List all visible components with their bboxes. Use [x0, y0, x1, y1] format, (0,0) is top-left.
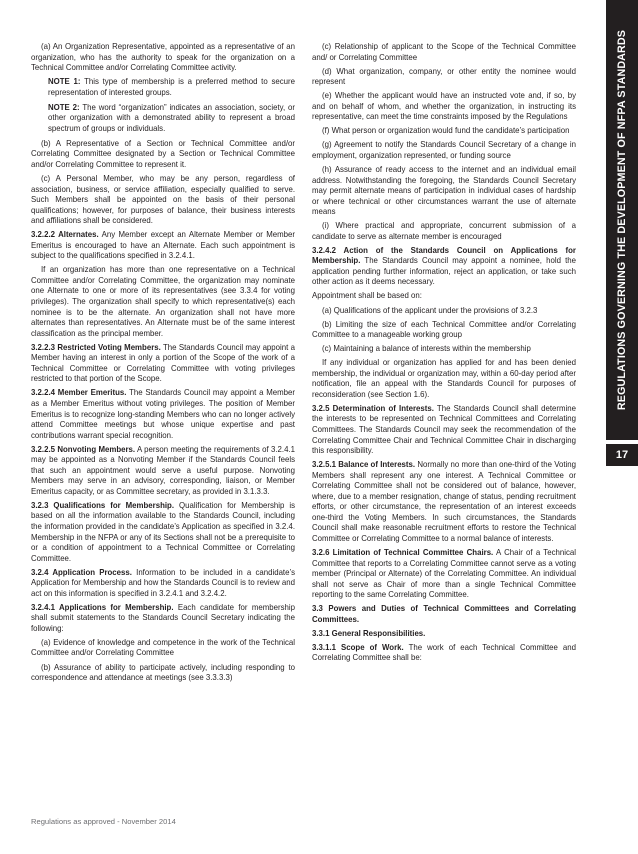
- section-text: The work of each Technical Committee and Correlating Committee shall be:: [312, 642, 576, 663]
- section-heading: 3.2.6 Limitation of Technical Committee Chairs.: [312, 548, 494, 558]
- section-text: The Standards Council may appoint a nominee, hold the application pending further information, reject an application, or take such other action as it deems necessary.: [312, 256, 576, 287]
- paragraph: (d) What organization, company, or other entity the nominee would represent: [312, 66, 576, 87]
- section-paragraph: [31, 230, 295, 262]
- section-heading: 3.2.4.2 Action of the Standards Council on Applications for Membership.: [312, 245, 576, 266]
- section-heading: 3.2.4 Application Process.: [31, 567, 132, 577]
- note-heading: NOTE 1:: [48, 77, 81, 87]
- paragraph: (g) Agreement to notify the Standards Council Secretary of a change in employment, organization represented, or funding source: [312, 140, 576, 160]
- section-paragraph: [312, 404, 576, 457]
- note-text: The word “organization” indicates an association, society, or other organization with a demonstrated ability to represent a broad spectrum of groups or individuals.: [48, 102, 295, 133]
- section-text: The Standards Council shall determine the interests to be represented on Technical Committees and Correlating Committees. The Standards Council may seek the recommendation of the Correlating Committee Chair and Technical Committee Chair in discharging this responsibility.: [312, 403, 576, 456]
- note-paragraph: [31, 77, 295, 98]
- paragraph: If any individual or organization has applied for and has been denied membership, the individual or organization may, within a 60-day period after notification, file an appeal with the Standards Council for purposes of reconsideration (see Section 1.6).: [312, 358, 576, 399]
- section-text: Qualification for Membership is based on all the information available to the Standards Council, including the information provided in the candidate’s Application as specified in 3.2.4. Membership in the NFPA or any of its Sections shall not be a prerequisite to or a condition of appointment to a Technical Committee or Correlating Committee.: [31, 500, 296, 563]
- section-paragraph: [312, 604, 576, 625]
- page-footer: Regulations as approved - November 2014: [31, 817, 176, 826]
- paragraph: (b) A Representative of a Section or Technical Committee and/or Correlating Committee designated by a Section or Technical Committee and/or Correlating Committee to represent it.: [31, 138, 295, 169]
- section-text: The Standards Council may appoint a Member having an interest in only a portion of the Scope of the work of a Technical Committee or Correlating Committee with voting privileges restricted to that portion of the Scope.: [31, 342, 296, 384]
- section-paragraph: [312, 548, 576, 601]
- paragraph: (h) Assurance of ready access to the internet and an individual email address. Notwithstanding the foregoing, the Standards Council Secretary may permit alternate means of participation in individual cases of hardship or where technical or other circumstances warrant the use of alternate means: [312, 164, 576, 217]
- right-column: [312, 42, 576, 667]
- section-paragraph: [31, 445, 295, 498]
- section-text: Any Member except an Alternate Member or Member Emeritus is encouraged to have an Alternate. Each such appointment is subject to the qualifications specified in 3.2.4.1.: [31, 230, 295, 261]
- sidebar-band: [606, 0, 638, 440]
- paragraph: (a) Qualifications of the applicant under the provisions of 3.2.3: [322, 305, 538, 315]
- section-heading: 3.2.5.1 Balance of Interests.: [312, 460, 416, 470]
- section-paragraph: [312, 460, 576, 544]
- section-heading: 3.3.1.1 Scope of Work.: [312, 642, 404, 652]
- paragraph: (c) Maintaining a balance of interests within the membership: [322, 344, 531, 354]
- section-paragraph: [31, 388, 295, 441]
- paragraph: (b) Limiting the size of each Technical Committee and/or Correlating Committee to a manageable working group: [312, 319, 576, 340]
- section-paragraph: [31, 501, 295, 564]
- paragraph: Appointment shall be based on:: [312, 291, 422, 301]
- sidebar-title: REGULATIONS GOVERNING THE DEVELOPMENT OF NFPA STANDARDS: [616, 29, 628, 411]
- section-heading: 3.3.1 General Responsibilities.: [312, 628, 426, 638]
- section-heading: 3.3 Powers and Duties of Technical Committees and Correlating Committees.: [312, 604, 576, 624]
- section-paragraph: [312, 246, 576, 288]
- section-text: Each candidate for membership shall submit statements to the Standards Council Secretary indicating the following:: [31, 602, 295, 633]
- section-text: Information to be included in a candidate’s Application for Membership and how the Standards Council is to review and act on this information is specified in 3.2.4.1 and 3.2.4.2.: [31, 567, 295, 598]
- note-paragraph: [31, 103, 295, 135]
- left-column: [31, 42, 295, 687]
- section-text: The Standards Council may appoint a Member as a Member Emeritus without voting privileges. The position of Member Emeritus is to recognize long-standing Members who can no longer actively attend Committee meetings but whose unique expertise and past contributions warrant special recognition.: [31, 388, 295, 440]
- section-heading: 3.2.2.5 Nonvoting Members.: [31, 444, 136, 454]
- note-heading: NOTE 2:: [48, 102, 80, 112]
- chapter-sidebar: [606, 0, 638, 854]
- paragraph: (e) Whether the applicant would have an instructed vote and, if so, by and on behalf of whom, and whether the organization, in instructing its representative, can meet the time constraints imposed by the Regulations: [312, 91, 576, 122]
- section-text: A person meeting the requirements of 3.2.4.1 may be appointed as a Nonvoting Member if the Standards Council feels that such an appointment would serve a useful purpose. Nonvoting Members may serve in an advisory, corresponding, liaison, or Member Emeritus capacity, or as Committee secretary, as provided in 3.1.3.3.: [31, 444, 296, 496]
- section-paragraph: [312, 629, 576, 640]
- section-paragraph: [31, 343, 295, 385]
- section-paragraph: [31, 568, 295, 600]
- page-number: 17: [606, 444, 638, 466]
- paragraph: (b) Assurance of ability to participate actively, including responding to correspondence and attendance at meetings (see 3.3.3.3): [31, 662, 295, 683]
- paragraph: (c) Relationship of applicant to the Scope of the Technical Committee and/ or Correlating Committee: [312, 42, 576, 62]
- section-heading: 3.2.2.3 Restricted Voting Members.: [31, 342, 161, 352]
- paragraph: If an organization has more than one representative on a Technical Committee and/or Correlating Committee, the organization may nominate one Alternate to one or more of its representatives (see 3.3.4 for voting privileges). The organization shall specify to which representative(s) each nominee is to be the alternate. An organization shall not have more alternates than representatives. An Alternate must be of the same interest classification as the principal member.: [31, 265, 295, 338]
- paragraph: (f) What person or organization would fund the candidate’s participation: [322, 126, 570, 136]
- note-text: This type of membership is a preferred method to secure representation of interested groups.: [48, 77, 295, 97]
- paragraph: (i) Where practical and appropriate, concurrent submission of a candidate to serve as alternate member is encouraged: [312, 221, 576, 241]
- section-heading: 3.2.4.1 Applications for Membership.: [31, 602, 174, 612]
- section-heading: 3.2.2.4 Member Emeritus.: [31, 388, 127, 398]
- section-text: Normally no more than one-third of the Voting Members shall represent any one interest. A Technical Committee or Correlating Committee shall not be considered out of balance, however, where, due to a member resignation, change of status, pending recruitment efforts, or other circumstance, the representation of an interest exceeds one-third the Voting Members. In such circumstances, the Standards Council shall make reasonable recruitment efforts to restore the Technical Committee or Correlating Committee to a normal balance of interests.: [312, 460, 577, 543]
- section-text: A Chair of a Technical Committee that reports to a Correlating Committee cannot serve as a voting member (Principal or Alternate) of the Correlating Committee. An individual shall not serve as Chair of more than a single Technical Committee reporting to the same Correlating Committee.: [312, 548, 576, 600]
- paragraph: (c) A Personal Member, who may be any person, regardless of association, business, or service affiliation, especially qualified to serve. Such Members shall be appointed on the basis of their personal qualifications; however, for purposes of balance, their business interests and affiliations shall be considered.: [31, 174, 295, 226]
- section-heading: 3.2.3 Qualifications for Membership.: [31, 500, 175, 510]
- section-paragraph: [31, 603, 295, 635]
- paragraph: (a) Evidence of knowledge and competence in the work of the Technical Committee and/or Correlating Committee: [31, 637, 295, 658]
- paragraph: (a) An Organization Representative, appointed as a representative of an organization, who has the authority to speak for the organization on a Technical Committee and/or Correlating Committee activity.: [31, 42, 295, 73]
- section-paragraph: [312, 643, 576, 664]
- section-heading: 3.2.2.2 Alternates.: [31, 230, 99, 240]
- section-heading: 3.2.5 Determination of Interests.: [312, 403, 434, 413]
